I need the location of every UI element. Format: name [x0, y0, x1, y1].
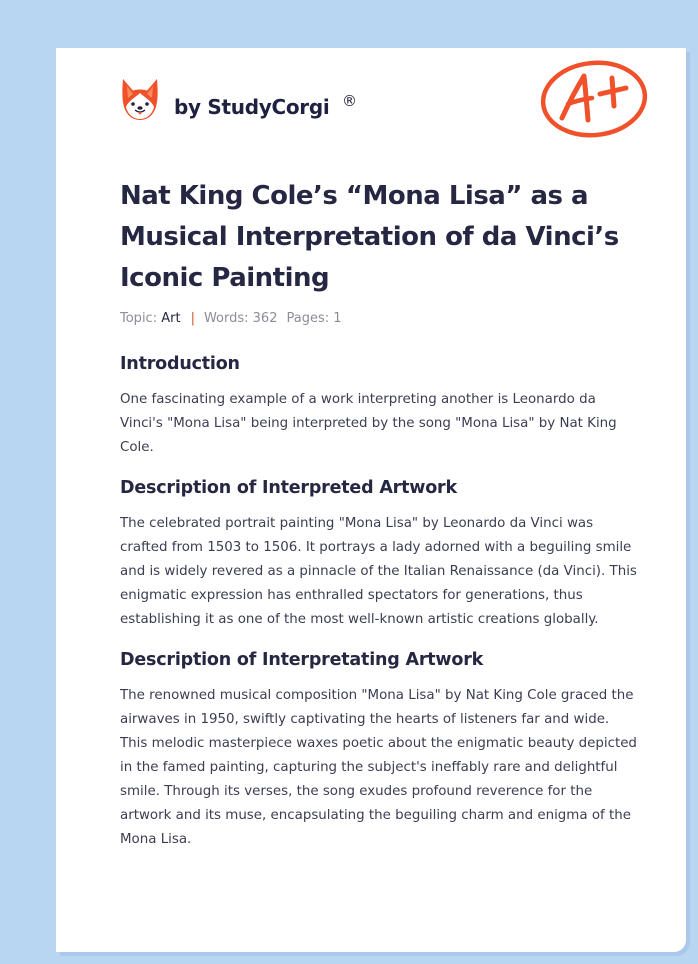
corgi-icon — [120, 77, 160, 121]
section-introduction — [120, 352, 640, 460]
section-interpreted-artwork — [120, 476, 640, 632]
article-meta — [120, 311, 342, 326]
topic-label: Topic: — [120, 311, 158, 326]
logo-text: by StudyCorgi — [174, 95, 330, 119]
section-heading: Introduction — [120, 354, 240, 374]
meta-separator: | — [190, 311, 195, 326]
a-plus-grade-icon — [538, 58, 650, 140]
word-count: Words: 362 — [203, 311, 278, 326]
topic-link[interactable]: Art — [161, 311, 181, 326]
section-interpretating-artwork — [120, 648, 640, 852]
article-body — [120, 352, 640, 852]
article-title: Nat King Cole’s “Mona Lisa” as a Musical Interpretation of da Vinci’s Iconic Painting — [120, 181, 619, 293]
page-count: Pages: 1 — [286, 311, 342, 326]
section-heading: Description of Interpreted Artwork — [120, 478, 457, 498]
section-heading: Description of Interpretating Artwork — [120, 650, 484, 670]
section-paragraph: The renowned musical composition "Mona Lisa" by Nat King Cole graced the airwaves in 1950, swiftly captivating the hearts of listeners far and wide. This melodic masterpiece waxes poetic about the enigmatic beauty depicted in the famed painting, capturing the subject's ineffably rare and delightful smile. Through its verses, the song exudes profound reverence for the artwork and its muse, encapsulating the beguiling charm and enigma of the Mona Lisa. — [120, 688, 637, 847]
section-paragraph: The celebrated portrait painting "Mona Lisa" by Leonardo da Vinci was crafted from 1503 to 1506. It portrays a lady adorned with a beguiling smile and is widely revered as a pinnacle of the Italian Renaissance (da Vinci). This enigmatic expression has enthralled spectators for generations, thus establishing it as one of the most well-known artistic creations globally. — [120, 516, 637, 627]
section-paragraph: One fascinating example of a work interpreting another is Leonardo da Vinci's "Mona Lisa" being interpreted by the song "Mona Lisa" by Nat King Cole. — [120, 392, 617, 455]
studycorgi-logo[interactable] — [120, 76, 329, 122]
registered-mark: ® — [342, 92, 357, 110]
document-card — [56, 48, 686, 952]
